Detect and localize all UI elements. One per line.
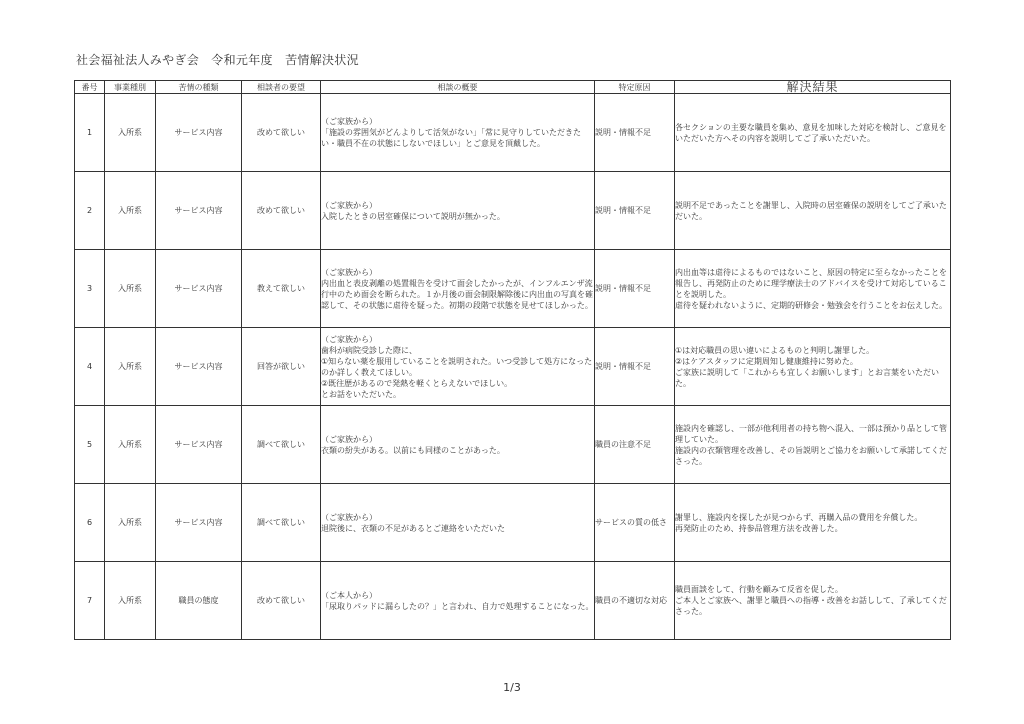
row-complaint-type: 職員の態度 (156, 562, 242, 640)
row-resolution-text: 内出血等は虐待によるものではないこと、原因の特定に至らなかったことを報告し、再発防止のために理学療法士のアドバイスを受けて対応していることを説明した。 虐待を疑われないように、定期的研修会・勉強会を行うことをお伝えした。 (675, 267, 947, 310)
row-complaint-type: サービス内容 (156, 172, 242, 250)
row-business-type: 入所系 (105, 172, 156, 250)
row-business-type: 入所系 (105, 562, 156, 640)
row-summary (321, 406, 595, 484)
row-resolution (675, 94, 951, 172)
row-summary (321, 250, 595, 328)
header-summary: 相談の概要 (321, 81, 595, 94)
row-number: 2 (75, 172, 105, 250)
row-summary (321, 172, 595, 250)
page-number: 1/3 (503, 681, 521, 694)
table-row (75, 172, 951, 250)
row-resolution-text: 施設内を確認し、一部が他利用者の持ち物へ混入、一部は預かり品として管理していた。 施設内の衣類管理を改善し、その旨説明とご協力をお願いして承諾してくださった。 (675, 423, 947, 466)
table-row (75, 94, 951, 172)
row-resolution (675, 250, 951, 328)
row-cause: 職員の不適切な対応 (595, 562, 675, 640)
table-row (75, 250, 951, 328)
row-request: 調べて欲しい (242, 484, 321, 562)
row-summary-text: （ご本人から） 「尿取りパッドに漏らしたの？」と言われ、自力で処理することになった。 (321, 590, 594, 611)
row-resolution (675, 562, 951, 640)
row-summary (321, 94, 595, 172)
row-resolution-text: 職員面談をして、行動を顧みて反省を促した。 ご本人とご家族へ、謝罪と職員への指導・改善をお話しして、了承してくださった。 (675, 585, 947, 616)
row-summary (321, 328, 595, 406)
row-request: 改めて欲しい (242, 94, 321, 172)
table-row (75, 328, 951, 406)
row-complaint-type: サービス内容 (156, 406, 242, 484)
row-resolution-text: ①は対応職員の思い違いによるものと判明し謝罪した。 ②はケアスタッフに定期周知し健康維持に努めた。 ご家族に説明して「これからも宜しくお願いします」とお言葉をいただいた。 (675, 345, 939, 388)
header-request: 相談者の要望 (242, 81, 321, 94)
row-summary-text: （ご家族から） 入院したときの居室確保について説明が無かった。 (321, 200, 505, 221)
row-complaint-type: サービス内容 (156, 484, 242, 562)
row-summary-text: （ご家族から） 退院後に、衣類の不足があるとご連絡をいただいた (321, 512, 505, 533)
row-request: 回答が欲しい (242, 328, 321, 406)
row-resolution (675, 484, 951, 562)
row-business-type: 入所系 (105, 484, 156, 562)
row-cause: 説明・情報不足 (595, 94, 675, 172)
row-request: 教えて欲しい (242, 250, 321, 328)
row-number: 1 (75, 94, 105, 172)
row-resolution-text: 謝罪し、施設内を探したが見つからず、再購入品の費用を弁償した。 再発防止のため、持参品管理方法を改善した。 (675, 512, 923, 533)
row-request: 改めて欲しい (242, 172, 321, 250)
row-number: 4 (75, 328, 105, 406)
complaint-table (74, 80, 951, 640)
row-request: 改めて欲しい (242, 562, 321, 640)
row-cause: 職員の注意不足 (595, 406, 675, 484)
table-header-row (75, 81, 951, 94)
row-number: 5 (75, 406, 105, 484)
row-business-type: 入所系 (105, 328, 156, 406)
row-complaint-type: サービス内容 (156, 94, 242, 172)
document-title: 社会福祉法人みやぎ会 令和元年度 苦情解決状況 (76, 53, 359, 67)
header-cause: 特定原因 (595, 81, 675, 94)
row-cause: 説明・情報不足 (595, 250, 675, 328)
row-number: 6 (75, 484, 105, 562)
header-business-type: 事業種別 (105, 81, 156, 94)
row-business-type: 入所系 (105, 406, 156, 484)
row-complaint-type: サービス内容 (156, 328, 242, 406)
row-summary-text: （ご家族から） 内出血と表皮剥離の処置報告を受けて面会したかったが、インフルエンザ流行中のため面会を断られた。１か月後の面会制限解除後に内出血の写真を確認して、その状態に虐待を疑った。初期の段階で状態を見せてほしかった。 (321, 267, 593, 310)
row-number: 3 (75, 250, 105, 328)
row-resolution-text: 各セクションの主要な職員を集め、意見を加味した対応を検討し、ご意見をいただいた方へその内容を説明してご了承いただいた。 (675, 122, 947, 143)
table-row (75, 562, 951, 640)
row-number: 7 (75, 562, 105, 640)
header-number: 番号 (75, 81, 105, 94)
row-summary (321, 562, 595, 640)
row-summary-text: （ご家族から） 歯科が病院受診した際に、 ①知らない薬を服用していることを説明された。いつ受診して処方になったのか詳しく教えてほしい。 ②既往歴があるので発熱を軽くとらえないでほしい。 とお話をいただいた。 (321, 334, 593, 399)
row-business-type: 入所系 (105, 250, 156, 328)
row-business-type: 入所系 (105, 94, 156, 172)
row-summary (321, 484, 595, 562)
row-summary-text: （ご家族から） 衣類の紛失がある。以前にも同様のことがあった。 (321, 434, 505, 455)
row-resolution (675, 406, 951, 484)
table-row (75, 406, 951, 484)
header-complaint-type: 苦情の種類 (156, 81, 242, 94)
row-resolution-text: 説明不足であったことを謝罪し、入院時の居室確保の説明をしてご了承いただいた。 (675, 200, 947, 221)
row-request: 調べて欲しい (242, 406, 321, 484)
row-cause: 説明・情報不足 (595, 328, 675, 406)
row-cause: サービスの質の低さ (595, 484, 675, 562)
table-row (75, 484, 951, 562)
row-cause: 説明・情報不足 (595, 172, 675, 250)
header-resolution: 解決結果 (675, 81, 951, 94)
row-resolution (675, 328, 951, 406)
row-resolution (675, 172, 951, 250)
row-summary-text: （ご家族から） 「施設の雰囲気がどんよりして活気がない」「常に見守りしていただきたい・職員不在の状態にしないでほしい」とご意見を頂戴した。 (321, 117, 581, 148)
row-complaint-type: サービス内容 (156, 250, 242, 328)
